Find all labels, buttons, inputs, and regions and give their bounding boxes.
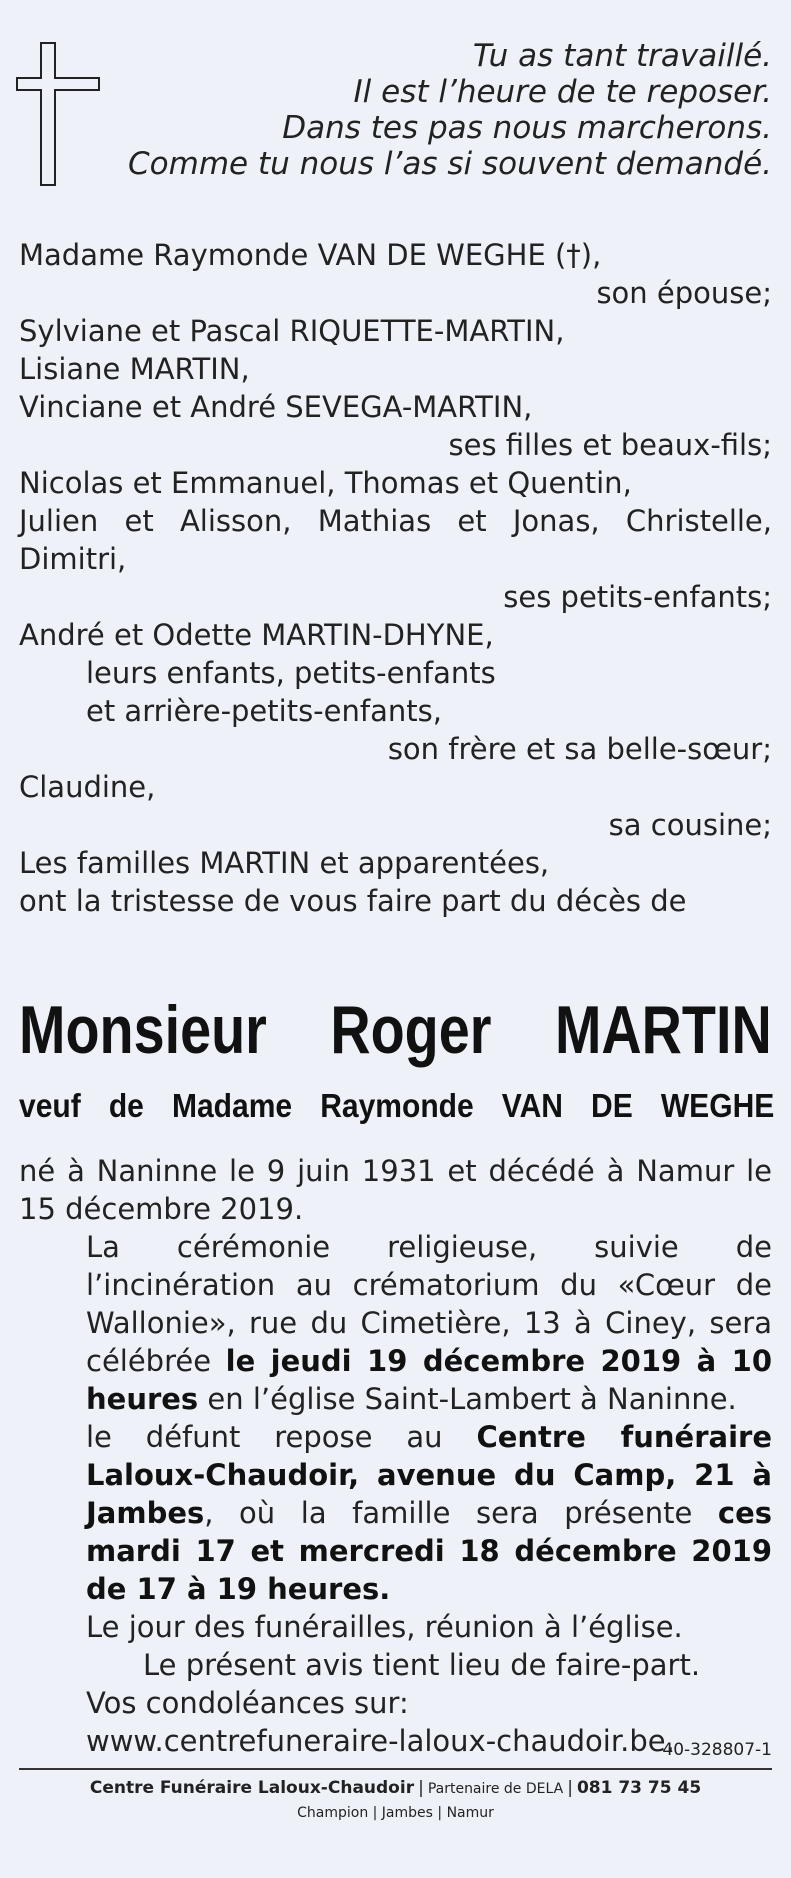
phone-number[interactable]: 081 73 75 45 xyxy=(576,1778,702,1798)
ceremony-date: le jeudi 19 décembre 2019 à 10 heures xyxy=(86,1344,773,1416)
poem-line: Il est l’heure de te reposer. xyxy=(353,74,772,110)
family-line: Claudine, xyxy=(19,770,156,804)
family-line: Julien et Alisson, Mathias et Jonas, Christelle, xyxy=(19,504,772,538)
condolences-label: Vos condoléances sur: xyxy=(86,1686,409,1720)
family-relation: son épouse; xyxy=(596,276,772,310)
poem-line: Dans tes pas nous marcherons. xyxy=(282,110,772,146)
deceased-name: Monsieur Roger MARTIN xyxy=(19,992,772,1068)
family-line: Nicolas et Emmanuel, Thomas et Quentin, xyxy=(19,466,632,500)
separator: | xyxy=(418,1778,424,1798)
family-relation: son frère et sa belle-sœur; xyxy=(387,732,772,766)
repose-text: , où la famille sera présente xyxy=(204,1496,718,1530)
family-line: Lisiane MARTIN, xyxy=(19,352,250,386)
family-line: Sylviane et Pascal RIQUETTE-MARTIN, xyxy=(19,314,565,348)
deceased-subtitle: veuf de Madame Raymonde VAN DE WEGHE xyxy=(19,1087,775,1124)
ceremony-text: La cérémonie religieuse, suivie de l’incinération au crématorium du «Cœur de Wallonie», rue du Cimetière, 13 à Ciney, sera célébrée xyxy=(86,1230,772,1378)
family-line: et arrière-petits-enfants, xyxy=(86,694,442,728)
poem-line: Comme tu nous l’as si souvent demandé. xyxy=(128,146,772,182)
partner-text: Partenaire de DELA xyxy=(427,1781,564,1797)
family-list xyxy=(19,236,772,920)
family-line: Vinciane et André SEVEGA-MARTIN, xyxy=(19,390,533,424)
birth-paragraph: né à Naninne le 9 juin 1931 et décédé à Namur le 15 décembre 2019. xyxy=(19,1154,772,1226)
announcement-line: ont la tristesse de vous faire part du décès de xyxy=(19,884,687,918)
repose-location: Centre funéraire Laloux-Chaudoir, avenue du Camp, 21 à Jambes xyxy=(86,1420,772,1530)
footer-locations: Champion | Jambes | Namur xyxy=(297,1805,494,1821)
visiting-hours: ces mardi 17 et mercredi 18 décembre 2019 de 17 à 19 heures. xyxy=(86,1496,772,1606)
separator: | xyxy=(567,1778,573,1798)
notice-note: Le présent avis tient lieu de faire-part. xyxy=(143,1648,701,1682)
condolences-website[interactable]: www.centrefuneraire-laloux-chaudoir.be. xyxy=(86,1724,675,1758)
funeral-note: Le jour des funérailles, réunion à l’église. xyxy=(86,1610,683,1644)
poem xyxy=(128,38,772,182)
repose-text: le défunt repose au xyxy=(86,1420,477,1454)
family-relation: sa cousine; xyxy=(608,808,772,842)
ceremony-text: en l’église Saint-Lambert à Naninne. xyxy=(198,1382,737,1416)
family-relation: ses petits-enfants; xyxy=(503,580,772,614)
family-line: Madame Raymonde VAN DE WEGHE (†), xyxy=(19,238,602,272)
repose-paragraph xyxy=(19,1418,772,1608)
family-line: Dimitri, xyxy=(19,542,127,576)
family-line: André et Odette MARTIN-DHYNE, xyxy=(19,618,494,652)
funeral-home-name: Centre Funéraire Laloux-Chaudoir xyxy=(89,1778,415,1798)
family-line: leurs enfants, petits-enfants xyxy=(86,656,496,690)
poem-line: Tu as tant travaillé. xyxy=(472,38,772,74)
details-section xyxy=(19,1152,772,1760)
footer xyxy=(0,1776,791,1825)
family-relation: ses filles et beaux-fils; xyxy=(448,428,772,462)
ceremony-paragraph xyxy=(19,1228,772,1418)
cross-icon xyxy=(16,42,100,186)
reference-number: 40-328807-1 xyxy=(662,1740,772,1760)
family-line: Les familles MARTIN et apparentées, xyxy=(19,846,550,880)
footer-divider xyxy=(19,1768,772,1770)
footer-main-line xyxy=(0,1776,791,1801)
